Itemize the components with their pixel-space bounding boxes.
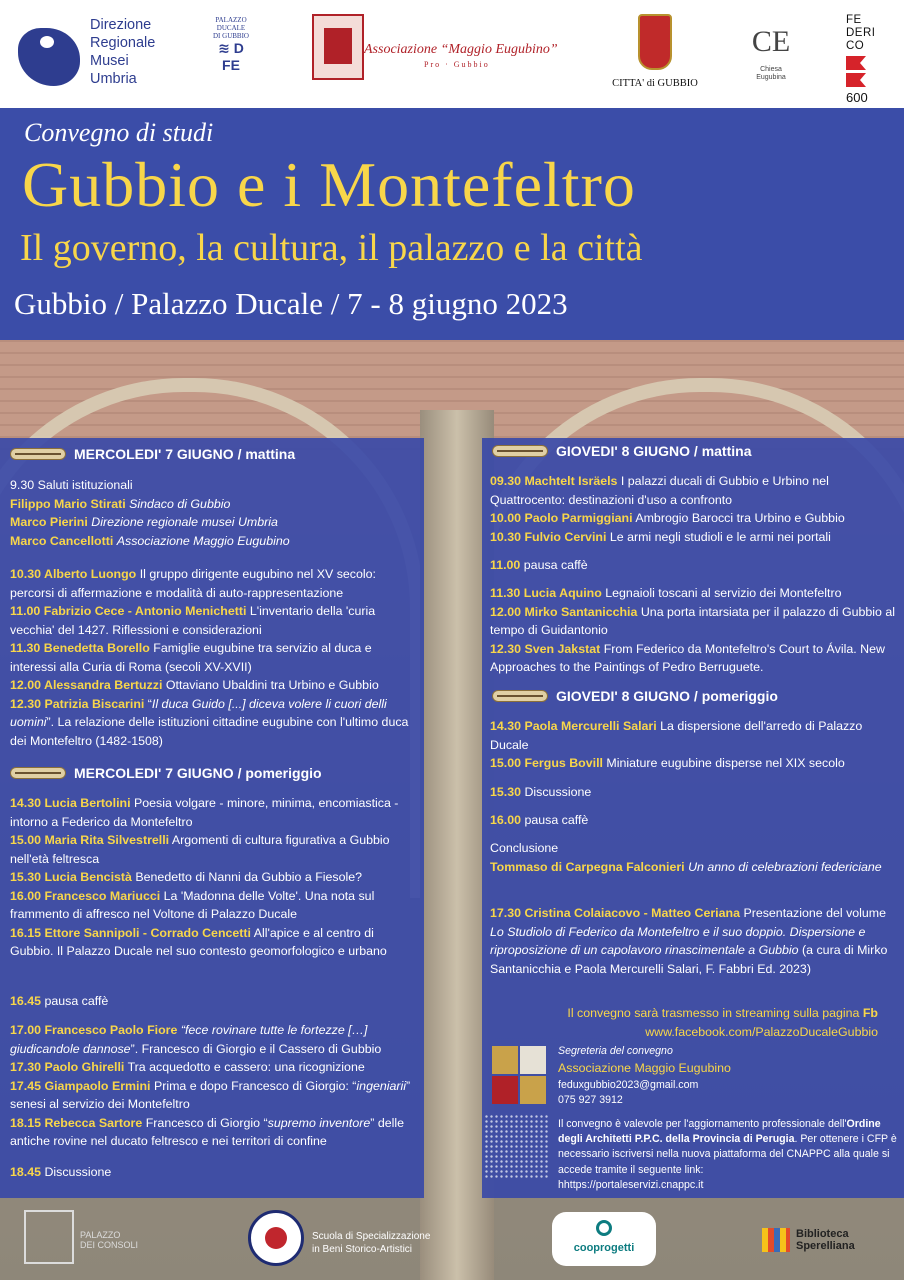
- logo-drm-text: Direzione Regionale Musei Umbria: [90, 17, 156, 87]
- cnappc-link[interactable]: hhttps://portaleservizi.cnappc.it: [558, 1178, 704, 1191]
- logo-cooprogetti: cooprogetti: [552, 1212, 656, 1266]
- session-day1-late-talks: [10, 1021, 416, 1151]
- logo-direzione-regionale-musei: [12, 12, 162, 96]
- museum-emblem-icon: [18, 28, 80, 86]
- partner-logos-footer: [0, 1198, 904, 1280]
- logo-federico-600: FE DERI CO 600: [846, 14, 876, 105]
- email-link[interactable]: feduxgubbio2023@gmail.com: [558, 1079, 699, 1092]
- list-item: Marco Pierini Direzione regionale musei Umbria: [10, 515, 278, 529]
- list-item: Filippo Mario Stirati Sindaco di Gubbio: [10, 496, 231, 511]
- list-item: 14.30 Paola Mercurelli Salari La dispersione dell'arredo di Palazzo Ducale: [490, 719, 863, 752]
- list-item: 12.30 Patrizia Biscarini “Il duca Guido [...] diceva volere li cuori delli uomini”. La relazione delle istituzioni cittadine eugubine con l'ultimo duca dei Montefeltro (1482-1508): [10, 696, 409, 748]
- city-shield-icon: [638, 14, 672, 70]
- list-item: 15.30 Lucia Bencistà Benedetto di Nanni da Gubbio a Fiesole?: [10, 870, 363, 884]
- list-item: 11.30 Lucia Aquino Legnaioli toscani al servizio dei Montefeltro: [490, 586, 842, 600]
- list-item: 14.30 Lucia Bertolini Poesia volgare - minore, minima, encomiastica - intorno a Federico da Montefeltro: [10, 796, 399, 829]
- logo-quadrant-icon: [492, 1046, 518, 1074]
- university-seal-icon: [248, 1210, 304, 1266]
- facebook-link[interactable]: www.facebook.com/PalazzoDucaleGubbio: [645, 1024, 878, 1039]
- logo-biblioteca-sperelliana: Biblioteca Sperelliana: [762, 1228, 892, 1258]
- page-title: Gubbio e i Montefeltro: [22, 149, 636, 220]
- event-place-date: Gubbio / Palazzo Ducale / 7 - 8 giugno 2023: [14, 286, 568, 321]
- logo-quadrant-icon: [520, 1076, 546, 1104]
- decorative-scroll-icon: [10, 767, 66, 779]
- session-greetings: [10, 476, 416, 550]
- phone-number: 075 927 3912: [558, 1094, 623, 1107]
- decorative-scroll-icon: [492, 445, 548, 457]
- closing-discussion: 18.45 Discussione: [10, 1165, 112, 1179]
- section-heading-day1-morning: MERCOLEDI' 7 GIUGNO / mattina: [10, 446, 295, 462]
- list-item: 10.30 Alberto Luongo Il gruppo dirigente eugubino nel XV secolo: percorsi di affermazione e modalità di auto-rappresentazione: [10, 567, 376, 600]
- streaming-notice: Il convegno sarà trasmesso in streaming sulla pagina Fb www.facebook.com/PalazzoDucaleGubbio: [490, 1004, 878, 1041]
- wave-glyph-icon: ≋ D: [218, 40, 244, 56]
- session-day2-afternoon-talks: [490, 717, 896, 773]
- list-item: 16.00 Francesco Mariucci La 'Madonna delle Volte'. Una nota sul frammento di affresco nel Voltone di Palazzo Ducale: [10, 888, 375, 921]
- title-band: [0, 108, 904, 340]
- list-item: 12.30 Sven Jakstat From Federico da Montefeltro's Court to Ávila. New Approaches to the Paintings of Pedro Berruguete.: [490, 641, 885, 674]
- coffee-break: 11.00 pausa caffè: [490, 558, 588, 572]
- coffee-break: 16.00 pausa caffè: [490, 813, 589, 827]
- partner-logos-header: [0, 0, 904, 108]
- event-kicker: Convegno di studi: [24, 118, 214, 147]
- section-heading-day1-afternoon: MERCOLEDI' 7 GIUGNO / pomeriggio: [10, 765, 322, 781]
- coffee-break: 16.45 pausa caffè: [10, 994, 109, 1008]
- library-mosaic-icon: [762, 1228, 790, 1252]
- list-item: 9.30 Saluti istituzionali: [10, 478, 133, 492]
- logo-palazzo-ducale: PALAZZO DUCALE DI GUBBIO ≋ D FE: [206, 16, 256, 94]
- section-heading-day2-morning: GIOVEDI' 8 GIUGNO / mattina: [492, 443, 751, 459]
- logo-chiesa-eugubina: CE Chiesa Eugubina: [751, 25, 791, 81]
- list-item: 09.30 Machtelt Isräels I palazzi ducali di Gubbio e Urbino nel Quattrocento: destinazioni d'uso a confronto: [490, 474, 829, 507]
- decorative-scroll-icon: [10, 448, 66, 460]
- logo-quadrant-icon: [520, 1046, 546, 1074]
- list-item: 18.15 Rebecca Sartore Francesco di Giorgio “supremo inventore” delle antiche rovine nel ducato feltresco e nei territori di confine: [10, 1115, 404, 1148]
- list-item: 16.15 Ettore Sannipoli - Corrado Cencetti All'apice e al centro di Gubbio. Il Palazzo Ducale nel suo contesto geomorfologico e urbano: [10, 925, 387, 958]
- list-item: 15.00 Maria Rita Silvestrelli Argomenti di cultura figurativa a Gubbio nell'età feltresca: [10, 833, 390, 866]
- logo-palazzo-dei-consoli: PALAZZO DEI CONSOLI: [24, 1210, 174, 1270]
- cfp-credits-notice: Il convegno è valevole per l'aggiornamento professionale dell'Ordine degli Architetti P.P.C. della Provincia di Perugia. Per ottenere i CFP è necessario iscriversi nella nuova piattaforma del CNAPPC alla quale si accede tramite il seguente link: hhttps://portaleservizi.cnappc.it: [558, 1117, 898, 1193]
- logo-citta-di-gubbio: CITTA' di GUBBIO: [610, 14, 700, 98]
- logo-maggio-eugubino: Associazione “Maggio Eugubino” Pro · Gubbio: [312, 14, 552, 94]
- architects-order-logo: [484, 1114, 548, 1180]
- list-item: 15.00 Fergus Bovill Miniature eugubine disperse nel XIX secolo: [490, 756, 845, 770]
- list-item: 17.45 Giampaolo Ermini Prima e dopo Francesco di Giorgio: “ingeniarii” senesi al servizio dei Montefeltro: [10, 1078, 411, 1111]
- logo-scuola-specializzazione: Scuola di Specializzazione in Beni Storico-Artistici: [248, 1210, 448, 1268]
- list-item: Marco Cancellotti Associazione Maggio Eugubino: [10, 533, 290, 548]
- session-day1-morning-talks: [10, 565, 416, 750]
- secretariat-info: Segreteria del convegno Associazione Maggio Eugubino feduxgubbio2023@gmail.com 075 927 3912: [558, 1044, 888, 1109]
- list-item: 12.00 Alessandra Bertuzzi Ottaviano Ubaldini tra Urbino e Gubbio: [10, 678, 379, 692]
- session-day2-late-morning-talks: [490, 584, 900, 677]
- page-subtitle: Il governo, la cultura, il palazzo e la città: [20, 227, 643, 269]
- list-item: 11.00 Fabrizio Cece - Antonio Menichetti L'inventario della 'curia vecchia' del 1427. Riflessioni e considerazioni: [10, 604, 376, 637]
- list-item: 12.00 Mirko Santanicchia Una porta intarsiata per il palazzo di Gubbio al tempo di Guidantonio: [490, 604, 896, 637]
- book-presentation: 17.30 Cristina Colaiacovo - Matteo Ceriana Presentazione del volume Lo Studiolo di Federico da Montefeltro e il suo doppio. Dispersione e riproposizione di un capolavoro rinascimentale a Gubbio (a cura di Mirko Santanicchia e Paola Mercurelli Salari, F. Fabbri Ed. 2023): [490, 906, 888, 976]
- conclusion: Conclusione Tommaso di Carpegna Falconieri Un anno di celebrazioni federiciane: [490, 839, 896, 876]
- afternoon-discussion: 15.30 Discussione: [490, 785, 592, 799]
- list-item: 10.30 Fulvio Cervini Le armi negli studioli e le armi nei portali: [490, 529, 831, 544]
- flag-icon: [846, 56, 866, 70]
- list-item: 10.00 Paolo Parmiggiani Ambrogio Barocci tra Urbino e Gubbio: [490, 511, 845, 525]
- session-day2-morning-talks: [490, 472, 896, 546]
- decorative-scroll-icon: [492, 690, 548, 702]
- illuminated-letter-icon: [312, 14, 364, 80]
- palace-outline-icon: [24, 1210, 74, 1264]
- logo-quadrant-icon: [492, 1076, 518, 1104]
- flag-icon: [846, 73, 866, 87]
- list-item: 17.00 Francesco Paolo Fiore “fece rovinare tutte le fortezze […] giudicandole dannose”. Francesco di Giorgio e il Cassero di Gubbio: [10, 1023, 382, 1056]
- secretariat-logo: [492, 1046, 546, 1104]
- session-day1-afternoon-talks: [10, 794, 416, 961]
- program-panel-day1: [0, 438, 424, 1198]
- list-item: 17.30 Paolo Ghirelli Tra acquedotto e cassero: una ricognizione: [10, 1060, 365, 1074]
- cooprogetti-ring-icon: [596, 1220, 612, 1236]
- list-item: Tommaso di Carpegna Falconieri Un anno di celebrazioni federiciane: [490, 859, 882, 874]
- list-item: 11.30 Benedetta Borello Famiglie eugubine tra servizio al duca e interessi alla Curia di Roma (secoli XV-XVII): [10, 641, 372, 674]
- program-panel-day2: [482, 438, 904, 1198]
- section-heading-day2-afternoon: GIOVEDI' 8 GIUGNO / pomeriggio: [492, 688, 778, 704]
